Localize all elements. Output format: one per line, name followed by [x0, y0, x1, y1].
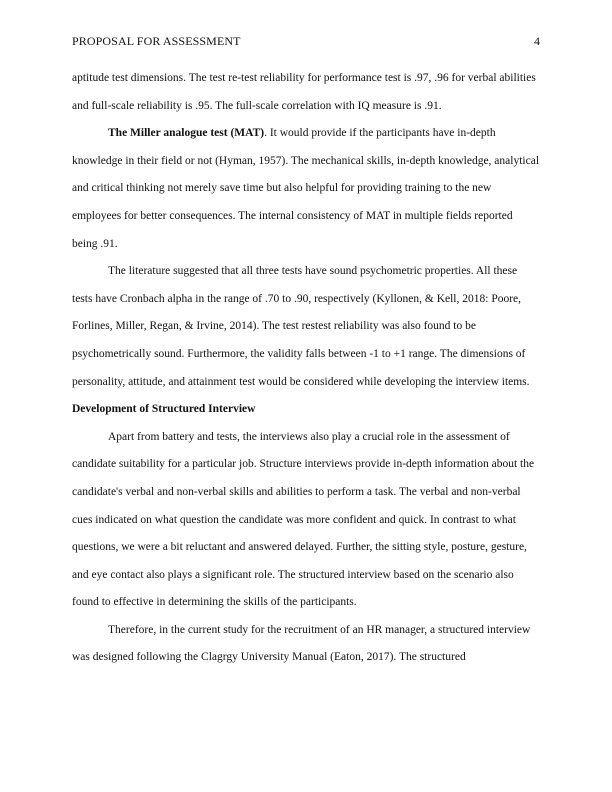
paragraph-miller-analogue-test	[72, 120, 540, 258]
inline-heading-mat: The Miller analogue test (MAT)	[108, 127, 265, 140]
paragraph-continuation: aptitude test dimensions. The test re-test reliability for performance test is .97, .96 for verbal abilities and full-scale reliability is .95. The full-scale correlation with IQ measure is .91.	[72, 72, 536, 112]
paragraph-interviews: Apart from battery and tests, the interviews also play a crucial role in the assessment of candidate suitability for a particular job. Structure interviews provide in-depth information about the candidate's verbal and non-verbal skills and abilities to perform a task. The verbal and non-verbal cues indicated on what question the candidate was more confident and quick. In contrast to what questions, we were a bit reluctant and answered delayed. Further, the sitting style, posture, gesture, and eye contact also plays a significant role. The structured interview based on the scenario also found to effective in determining the skills of the participants.	[72, 430, 535, 609]
document-body	[72, 65, 540, 672]
page-header	[72, 34, 540, 54]
paragraph-mat-body: . It would provide if the participants have in-depth knowledge in their field or not (Hyman, 1957). The mechanical skills, in-depth knowledge, analytical and critical thinking not merely save time but also helpful for providing training to the new employees for better consequences. The internal consistency of MAT in multiple fields reported being .91.	[72, 127, 540, 250]
paragraph-current-study: Therefore, in the current study for the recruitment of an HR manager, a structured interview was designed following the Clagrgy University Manual (Eaton, 2017). The structured	[72, 623, 531, 664]
section-heading: Development of Structured Interview	[72, 403, 256, 416]
paragraph-psychometric-properties: The literature suggested that all three tests have sound psychometric properties. All these tests have Cronbach alpha in the range of .70 to .90, respectively (Kyllonen, & Kell, 2018: Poore, Forlines, Miller, Regan, & Irvine, 2014). The test restest reliability was also found to be psychometrically sound. Furthermore, the validity falls between -1 to +1 range. The dimensions of personality, attitude, and attainment test would be considered while developing the interview items.	[72, 265, 530, 388]
running-head: PROPOSAL FOR ASSESSMENT	[72, 34, 241, 48]
page-number: 4	[534, 34, 540, 48]
